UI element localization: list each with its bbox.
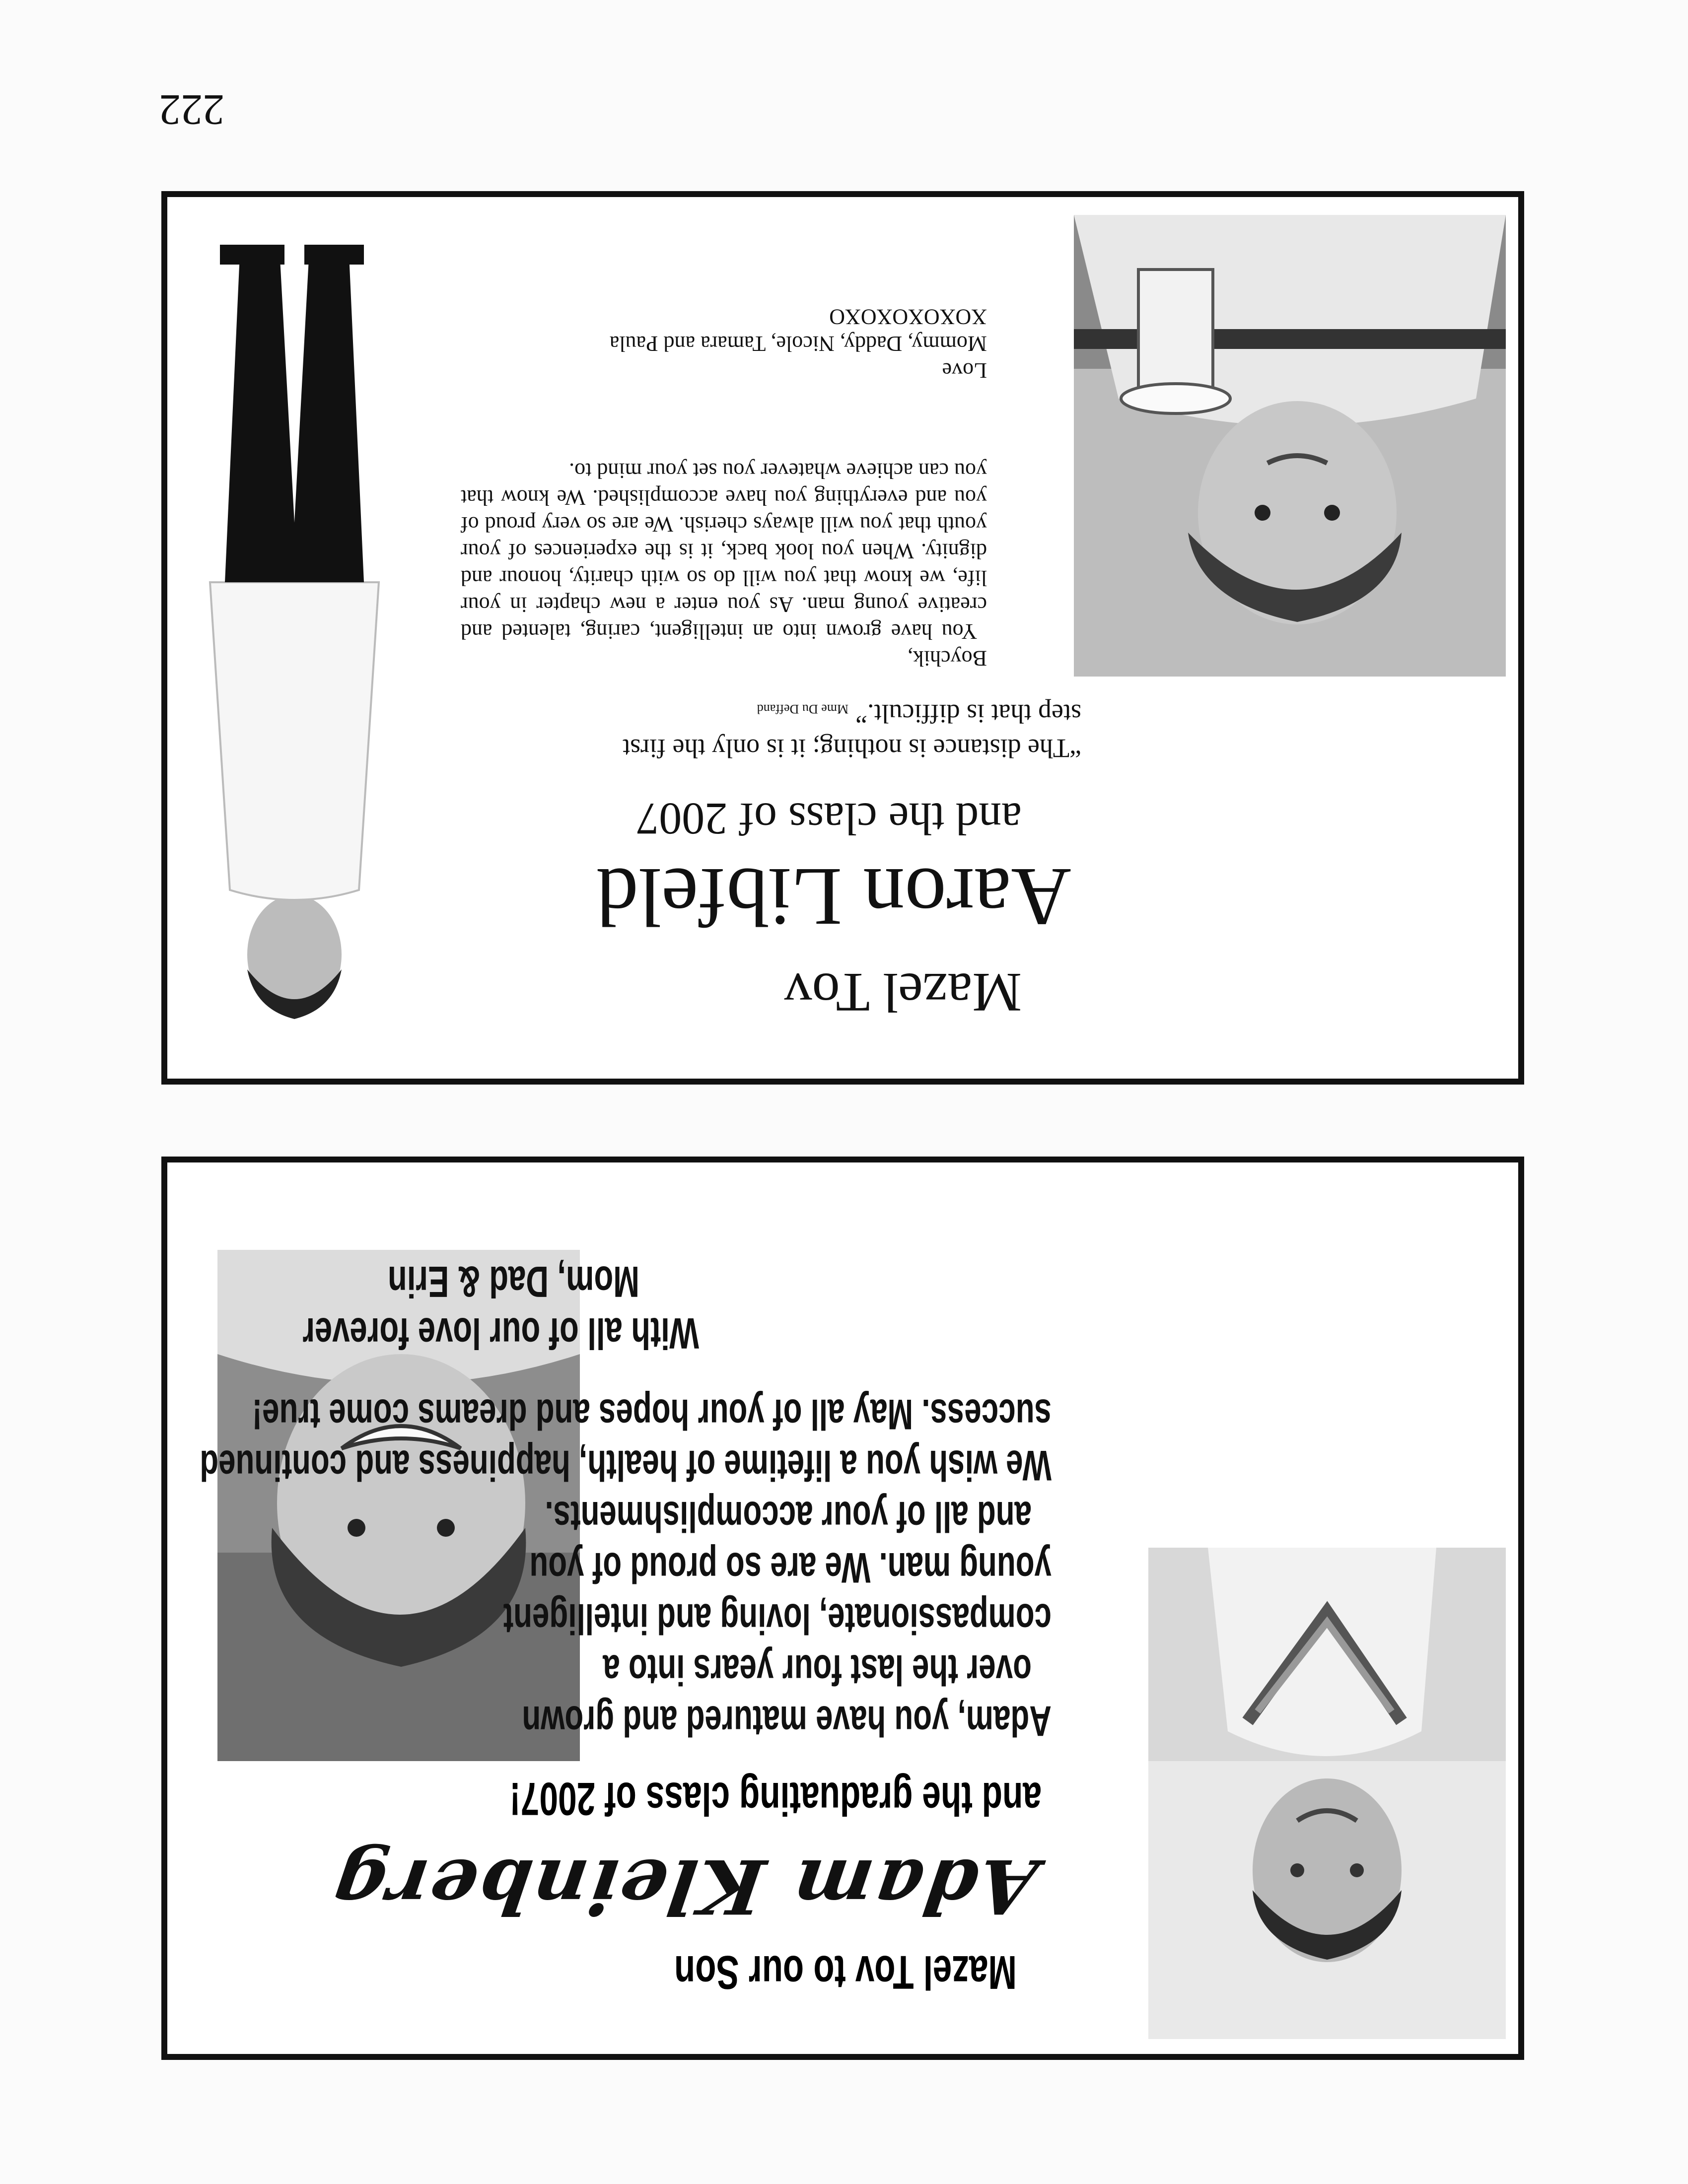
libfeld-message: [461, 457, 987, 672]
ad-kleinberg: [161, 1157, 1524, 2060]
closing-line: Mom, Dad & Erin: [388, 1257, 639, 1306]
signature-names: Mommy, Daddy, Nicole, Tamara and Paula: [609, 332, 987, 356]
message-line: Adam, you have matured and grown: [522, 1697, 1052, 1745]
libfeld-subtitle: and the class of 2007: [636, 794, 1022, 844]
libfeld-quote: [585, 691, 1081, 766]
kleinberg-subtitle: and the graduating class of 2007!: [509, 1773, 1042, 1825]
kleinberg-name: Adam Kleinberg: [326, 1843, 1043, 1930]
message-greeting: Boychik,: [907, 646, 987, 671]
quote-text: “The distance is nothing; it is only the first step that is difficult.”: [623, 699, 1081, 763]
closing-line: With all of our love forever: [302, 1309, 699, 1358]
message-line: success. May all of your hopes and dreams come true!: [252, 1390, 1052, 1438]
libfeld-signature: [610, 303, 987, 384]
libfeld-heading: Mazel Tov: [784, 961, 1022, 1023]
ad-libfeld: [161, 191, 1524, 1085]
quote-attribution: Mme Du Deffand: [757, 702, 849, 716]
message-line: and all of your accomplishments.: [545, 1493, 1032, 1540]
child-with-trophy-photo: [1074, 215, 1506, 677]
message-line: young man. We are so proud of you: [529, 1544, 1052, 1591]
libfeld-name: Aaron Libfeld: [596, 851, 1071, 943]
kleinberg-message: [168, 1388, 1052, 1746]
child-portrait-photo: [1148, 1548, 1506, 2039]
page-number: 222: [159, 85, 224, 134]
message-line: We wish you a lifetime of health, happiness and continued: [200, 1441, 1052, 1489]
message-line: over the last four years into a: [603, 1646, 1032, 1694]
signature-love: Love: [942, 358, 987, 383]
signature-kisses: XOXOXOXOXO: [829, 305, 987, 329]
message-line: compassionate, loving and intelligent: [503, 1595, 1052, 1642]
message-body: You have grown into an intelligent, caring, talented and creative young man. As you enter a new chapter in your life, we know that you will do so with charity, honour and dignity. When you look back, it is the experiences of your youth that you will always cherish. We are so very proud of you and everything you have accomplished. We know that you can achieve whatever you set your mind to.: [461, 459, 987, 644]
young-man-standing-photo: [170, 200, 419, 1069]
kleinberg-closing: [148, 1256, 699, 1359]
kleinberg-heading: Mazel Tov to our Son: [674, 1946, 1017, 1999]
